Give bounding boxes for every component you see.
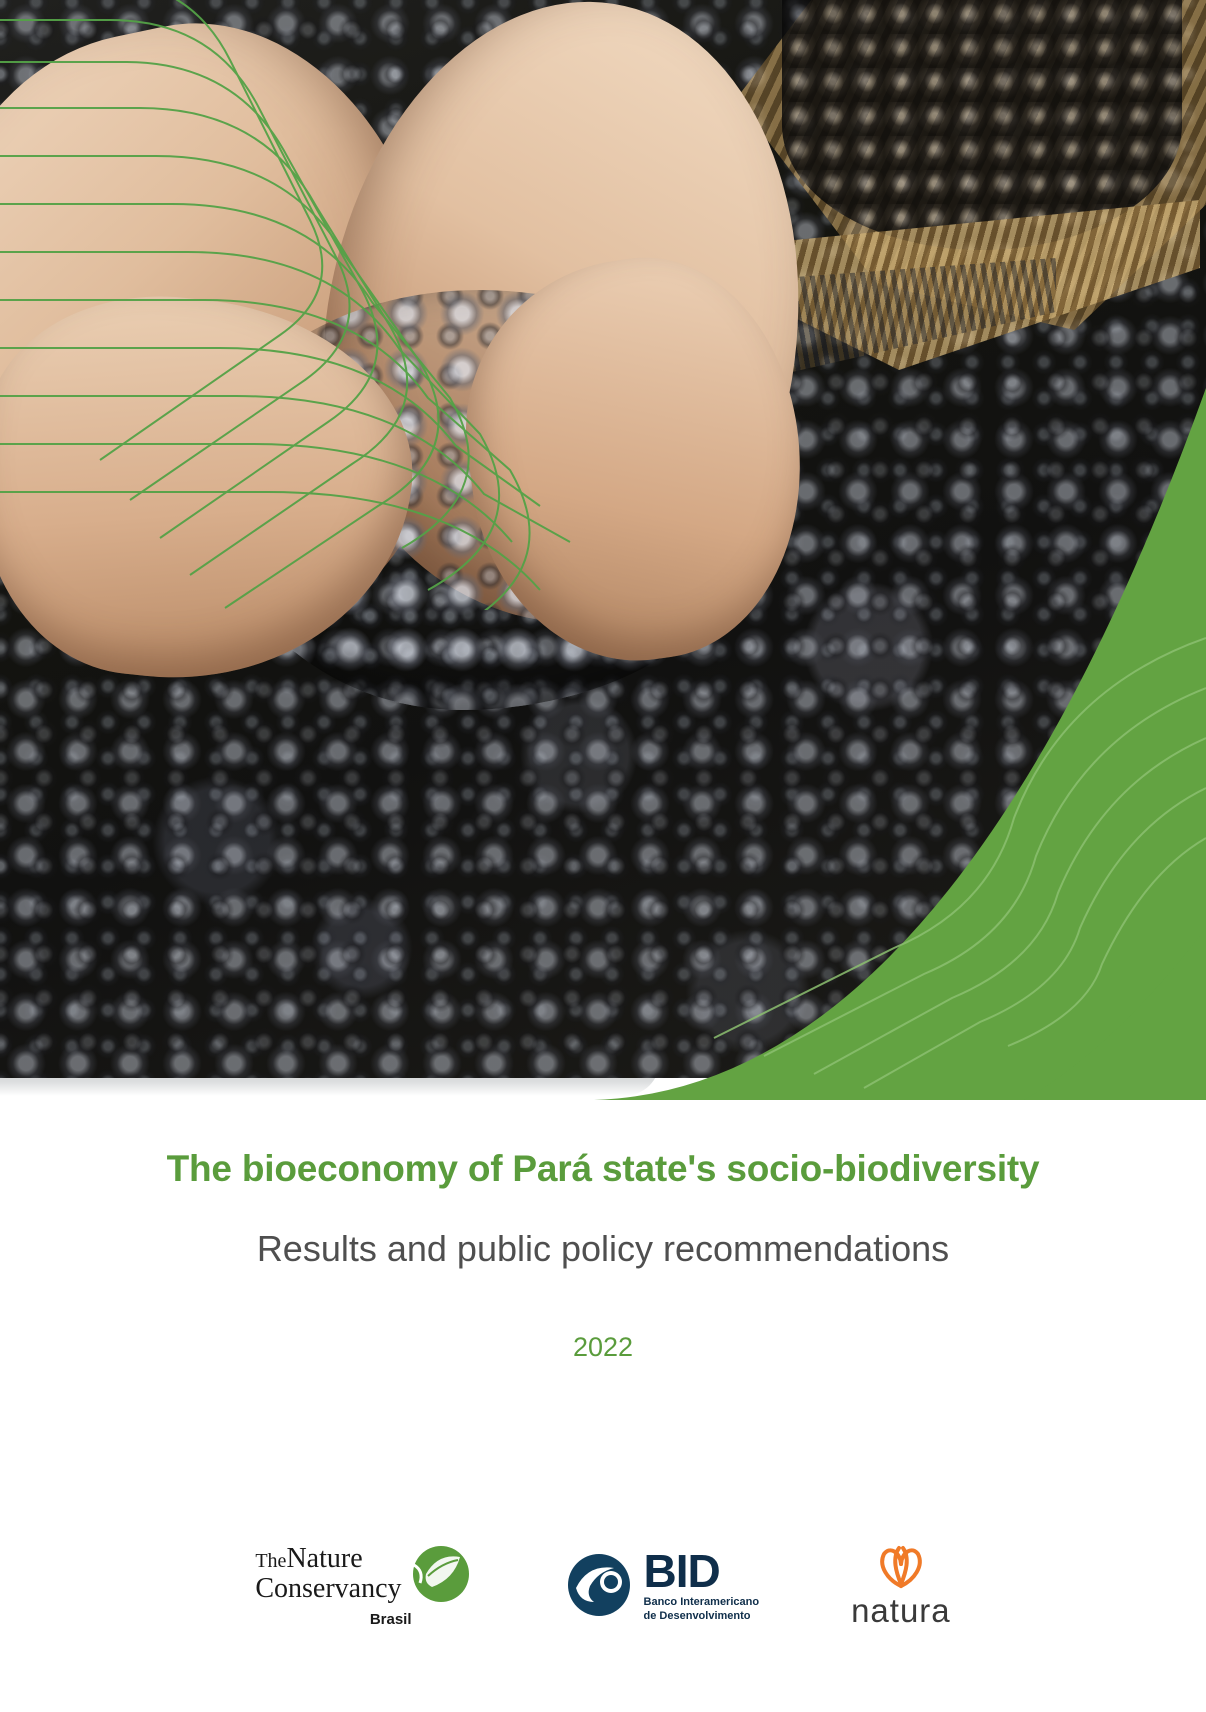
- tnc-the-text: The: [255, 1549, 287, 1572]
- bid-subtitle-line1: Banco Interamericano: [643, 1596, 760, 1608]
- bid-swoosh-icon: [566, 1552, 636, 1618]
- publication-year: 2022: [572, 1332, 634, 1362]
- tnc-nature-text: Nature: [286, 1542, 363, 1574]
- bid-subtitle-line2: de Desenvolvimento: [643, 1610, 751, 1622]
- bid-acronym: BID: [643, 1545, 720, 1597]
- page-subtitle: Results and public policy recommendations: [256, 1228, 950, 1269]
- title-block: [0, 1148, 1206, 1363]
- page-title: The bioeconomy of Pará state's socio-biodiversity: [166, 1148, 1040, 1189]
- logo-bid: [566, 1545, 760, 1622]
- logo-natura: [851, 1540, 951, 1630]
- natura-wordmark: natura: [851, 1592, 951, 1629]
- logo-the-nature-conservancy: [255, 1543, 473, 1628]
- tnc-country-text: Brasil: [369, 1610, 412, 1628]
- natura-flower-icon: [862, 1540, 940, 1590]
- globe-leaf-icon: [408, 1543, 474, 1605]
- tnc-conservancy-text: Conservancy: [255, 1572, 402, 1604]
- logo-row: [0, 1540, 1206, 1630]
